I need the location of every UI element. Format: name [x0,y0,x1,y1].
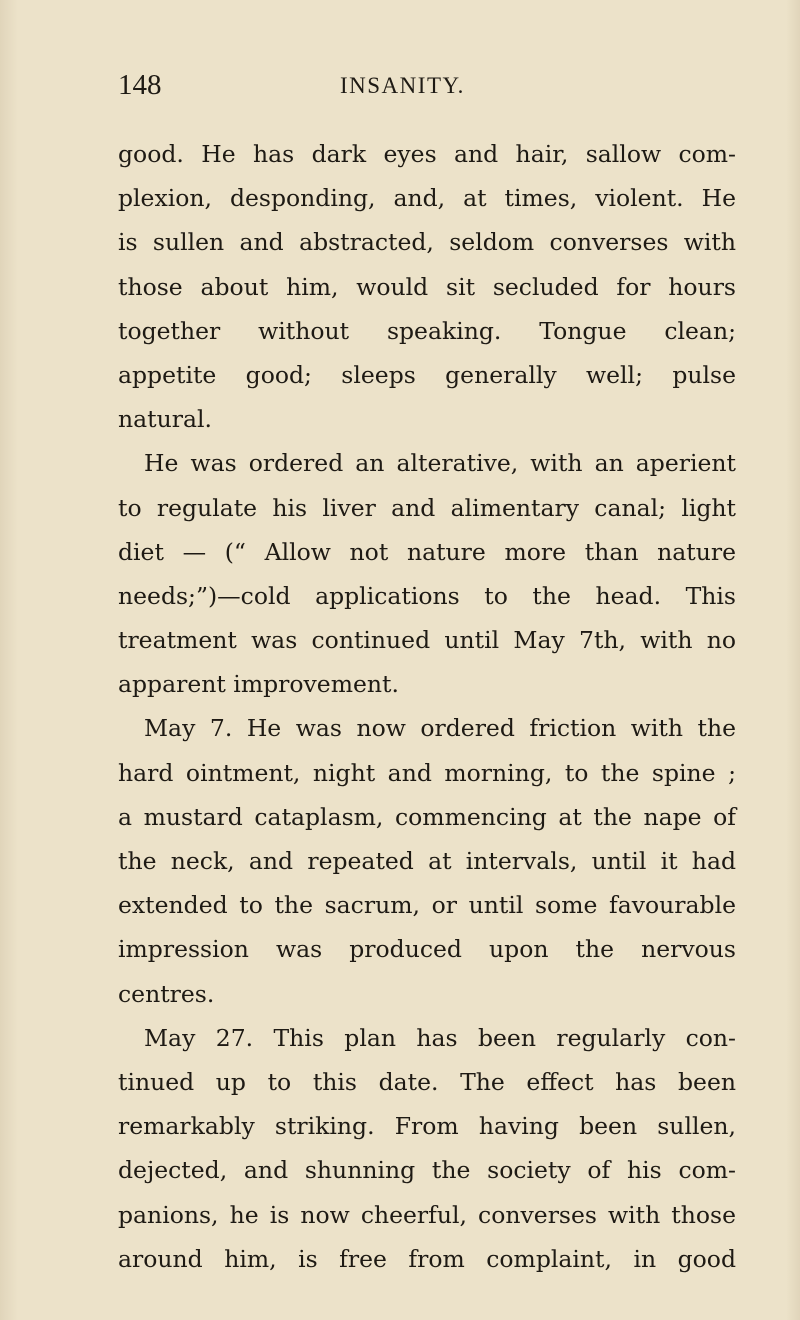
text-line: tinued up to this date. The effect has been [118,1067,736,1096]
text-line: impression was produced upon the nervous [118,935,736,964]
page-header [118,68,736,108]
page-number: 148 [118,69,162,101]
text-line: plexion, desponding, and, at times, violent. He [118,184,736,213]
text-line: apparent improvement. [118,670,399,699]
text-line: treatment was continued until May 7th, with no [118,626,736,655]
body-text [118,132,736,1281]
text-line: appetite good; sleeps generally well; pulse [118,360,736,389]
text-line: hard ointment, night and morning, to the spine ; [118,758,736,787]
text-line: remarkably striking. From having been sullen, [118,1112,736,1141]
text-line: is sullen and abstracted, seldom converses with [118,228,736,257]
text-line: panions, he is now cheerful, converses with those [118,1200,736,1229]
text-line: needs;”)—cold applications to the head. This [118,581,736,610]
text-line: centres. [118,979,215,1008]
text-line: to regulate his liver and alimentary canal; light [118,493,736,522]
running-head: INSANITY. [340,73,465,98]
text-line: a mustard cataplasm, commencing at the nape of [118,802,736,831]
text-line: diet — (“ Allow not nature more than nature [118,537,736,566]
text-line: He was ordered an alterative, with an aperient [144,449,736,478]
text-line: the neck, and repeated at intervals, until it had [118,847,736,875]
text-line: extended to the sacrum, or until some favourable [118,891,736,920]
text-line: natural. [118,405,212,434]
text-line: around him, is free from complaint, in good [118,1244,736,1273]
text-line: May 7. He was now ordered friction with the [144,714,736,743]
text-line: together without speaking. Tongue clean; [118,316,736,345]
text-line: dejected, and shunning the society of his com- [118,1156,736,1185]
text-line: those about him, would sit secluded for hours [118,272,736,301]
text-line: good. He has dark eyes and hair, sallow com- [118,140,736,168]
text-line: May 27. This plan has been regularly con- [144,1023,736,1052]
